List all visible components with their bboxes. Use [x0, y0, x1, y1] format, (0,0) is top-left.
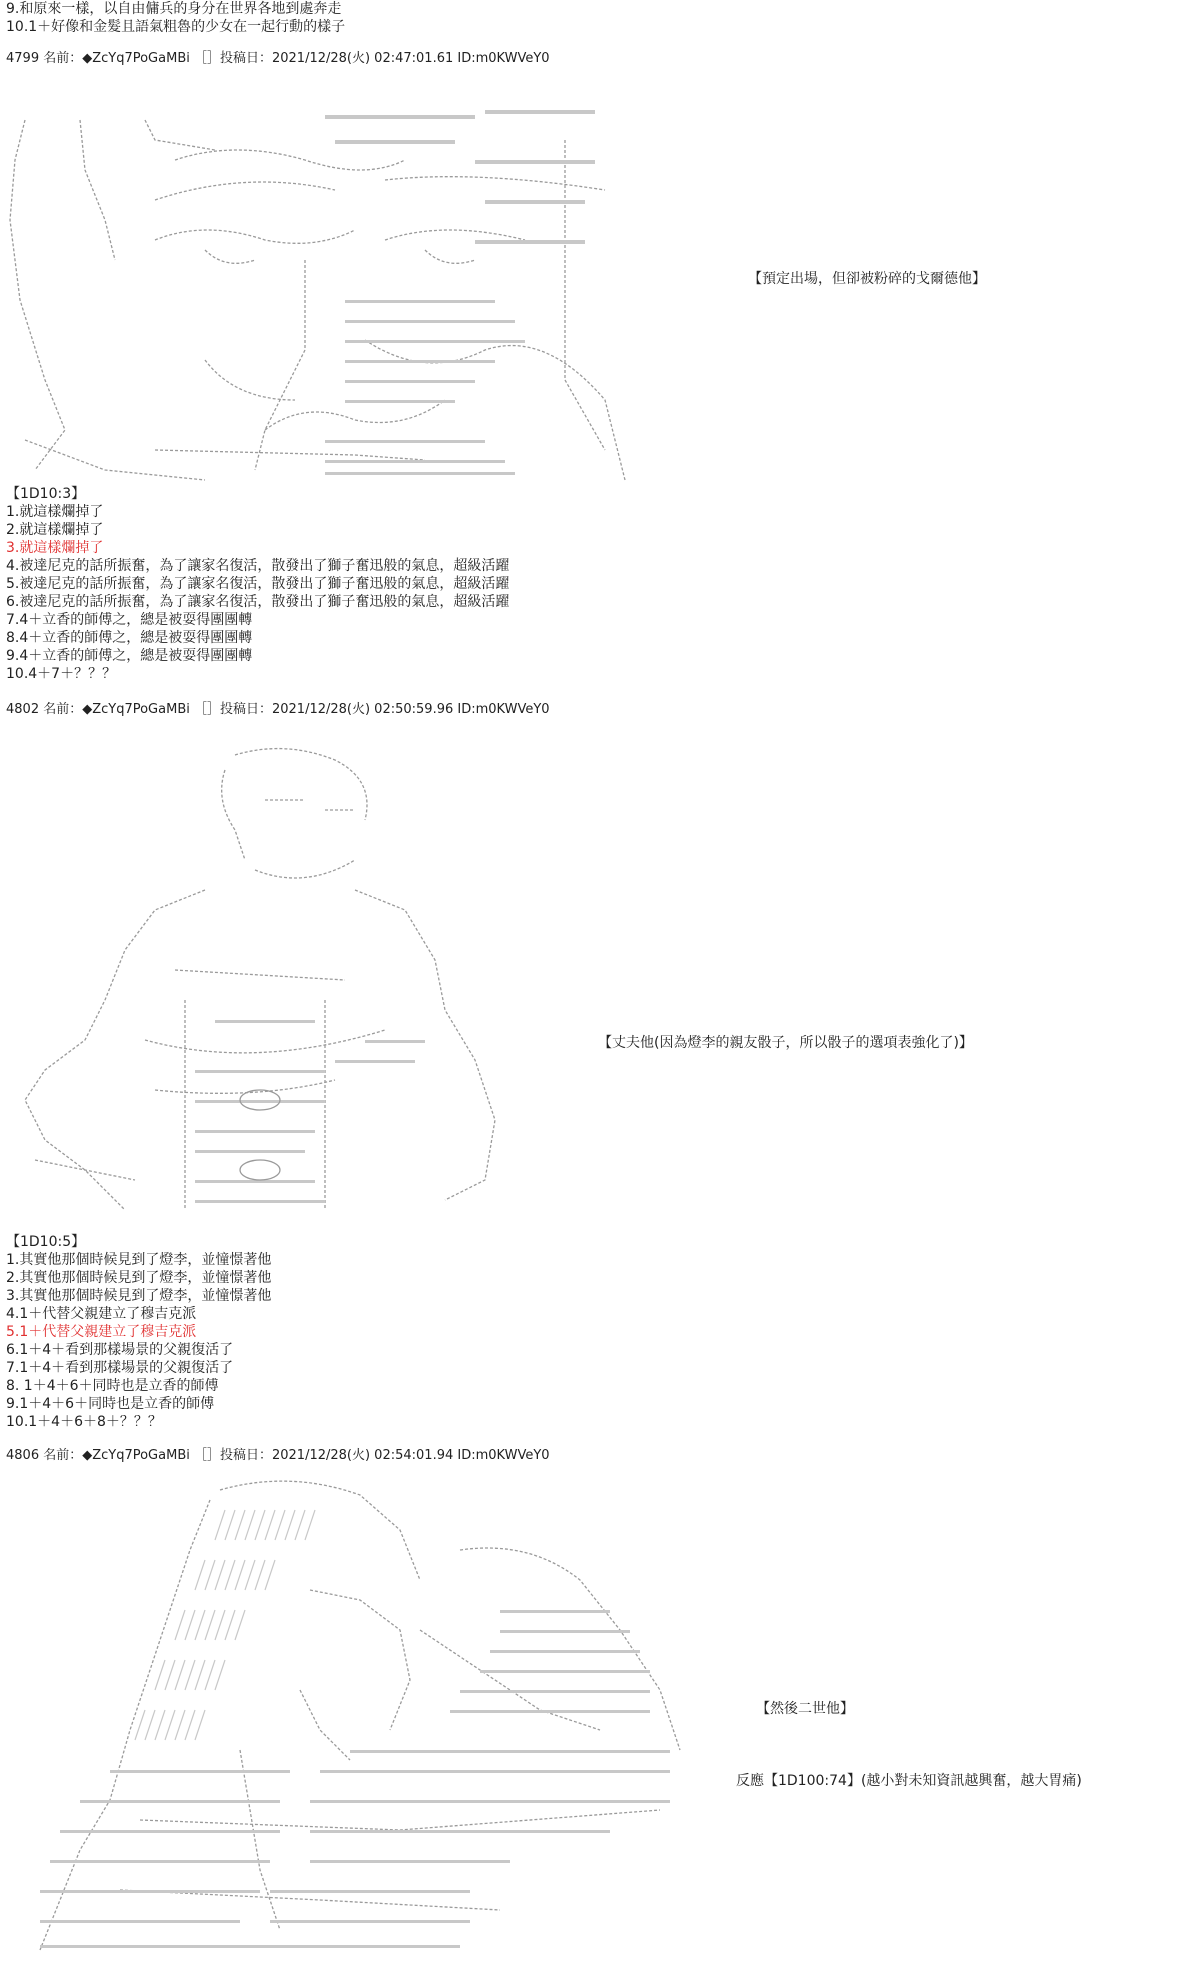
post-header-4799: 4799 名前：◆ZcYq7PoGaMBi ［］投稿日：2021/12/28(火) 02:47:01.61 ID:m0KWVeY0	[6, 51, 550, 66]
option-item-selected: 3.就這樣爛掉了	[6, 540, 104, 556]
post-header-4806: 4806 名前：◆ZcYq7PoGaMBi ［］投稿日：2021/12/28(火) 02:54:01.94 ID:m0KWVeY0	[6, 1448, 550, 1463]
option-item-selected: 5.1＋代替父親建立了穆吉克派	[6, 1324, 197, 1340]
note-gordes: 【預定出場，但卻被粉碎的戈爾德他】	[748, 271, 986, 287]
option-item: 10.1＋4＋6＋8＋？？？	[6, 1414, 162, 1430]
option-item: 1.其實他那個時候見到了燈李，並憧憬著他	[6, 1252, 272, 1268]
option-item: 1.就這樣爛掉了	[6, 504, 104, 520]
note-el-melloi: 【然後二世他】	[756, 1701, 854, 1717]
reaction-dice: 反應【1D100:74】(越小對未知資訊越興奮，越大胃痛)	[736, 1773, 1082, 1789]
gordes-ascii-art	[5, 100, 645, 485]
option-item: 10.4＋7＋？？？	[6, 666, 117, 682]
dice-result-4799: 【1D10:3】	[6, 486, 86, 502]
option-item: 7.1＋4＋看到那樣場景的父親復活了	[6, 1360, 234, 1376]
option-item: 9.4＋立香的師傅之，總是被耍得團團轉	[6, 648, 253, 664]
dice-result-4802: 【1D10:5】	[6, 1234, 86, 1250]
el-melloi-ascii-art	[20, 1470, 700, 1960]
note-caules: 【丈夫他(因為燈李的親友骰子，所以骰子的選項表強化了)】	[598, 1035, 973, 1051]
option-item: 2.其實他那個時候見到了燈李，並憧憬著他	[6, 1270, 272, 1286]
option-item: 4.被達尼克的話所振奮，為了讓家名復活，散發出了獅子奮迅般的氣息，超級活躍	[6, 558, 510, 574]
option-item: 2.就這樣爛掉了	[6, 522, 104, 538]
option-item: 5.被達尼克的話所振奮，為了讓家名復活，散發出了獅子奮迅般的氣息，超級活躍	[6, 576, 510, 592]
option-item: 8. 1＋4＋6＋同時也是立香的師傅	[6, 1378, 219, 1394]
intro-line-10: 10.1＋好像和金髮且語氣粗魯的少女在一起行動的樣子	[6, 19, 346, 35]
option-item: 7.4＋立香的師傅之，總是被耍得團團轉	[6, 612, 253, 628]
option-item: 3.其實他那個時候見到了燈李，並憧憬著他	[6, 1288, 272, 1304]
option-item: 8.4＋立香的師傅之，總是被耍得團團轉	[6, 630, 253, 646]
intro-line-9: 9.和原來一樣，以自由傭兵的身分在世界各地到處奔走	[6, 1, 342, 17]
caules-ascii-art	[5, 740, 525, 1230]
option-item: 6.1＋4＋看到那樣場景的父親復活了	[6, 1342, 234, 1358]
option-item: 4.1＋代替父親建立了穆吉克派	[6, 1306, 197, 1322]
option-item: 9.1＋4＋6＋同時也是立香的師傅	[6, 1396, 215, 1412]
option-item: 6.被達尼克的話所振奮，為了讓家名復活，散發出了獅子奮迅般的氣息，超級活躍	[6, 594, 510, 610]
post-header-4802: 4802 名前：◆ZcYq7PoGaMBi ［］投稿日：2021/12/28(火) 02:50:59.96 ID:m0KWVeY0	[6, 702, 550, 717]
